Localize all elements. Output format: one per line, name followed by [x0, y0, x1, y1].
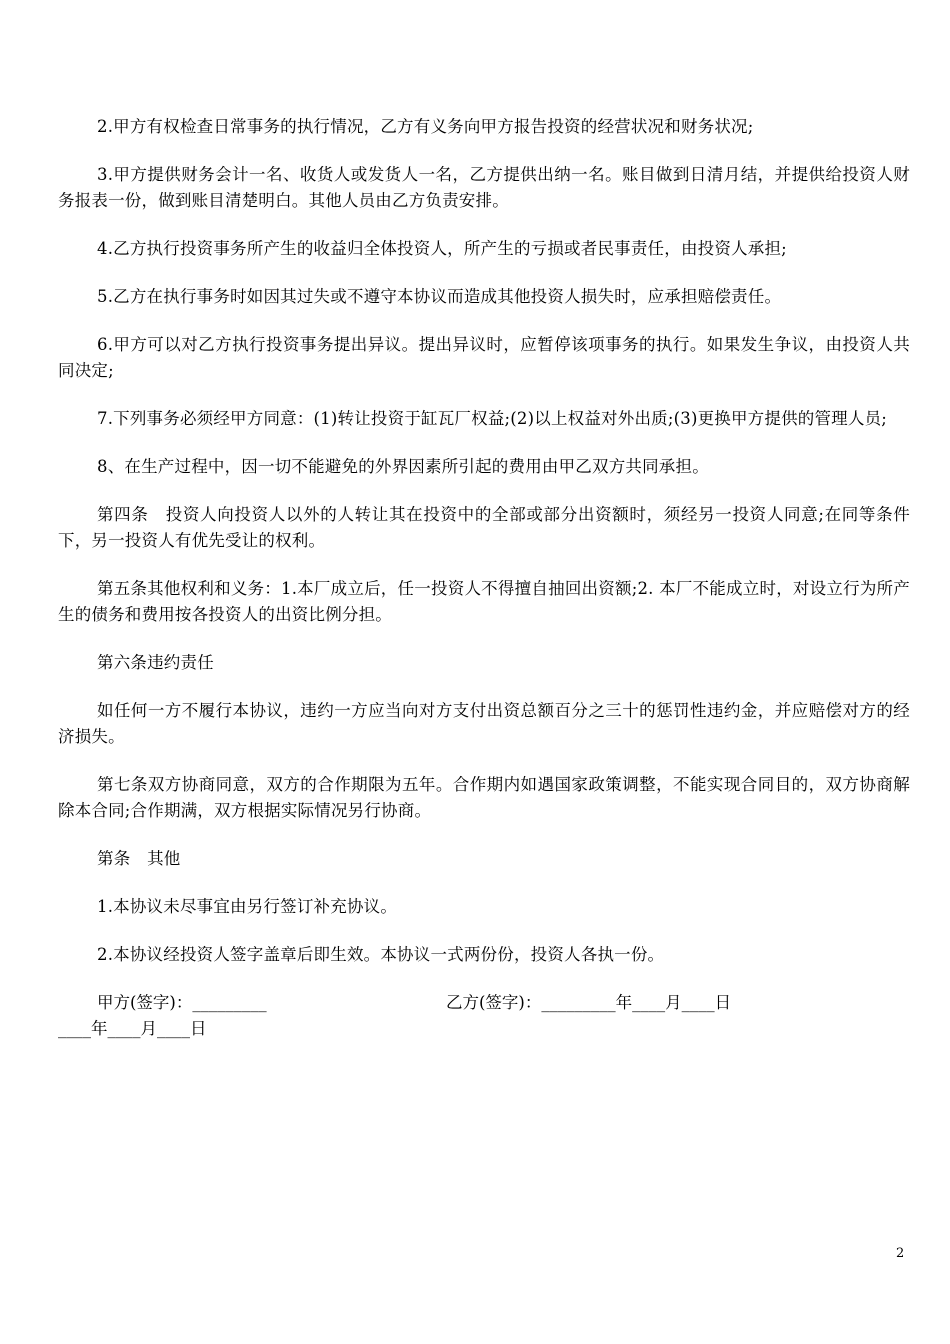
- paragraph-article-7: 第七条双方协商同意，双方的合作期限为五年。合作期内如遇国家政策调整，不能实现合同目的，双方协商解除本合同;合作期满，双方根据实际情况另行协商。: [58, 775, 910, 820]
- paragraph-article-4: 第四条 投资人向投资人以外的人转让其在投资中的全部或部分出资额时，须经另一投资人同意;在同等条件下，另一投资人有优先受让的权利。: [58, 505, 910, 550]
- paragraph-clause-7: 7.下列事务必须经甲方同意：(1)转让投资于缸瓦厂权益;(2)以上权益对外出质;(3)更换甲方提供的管理人员;: [97, 409, 888, 428]
- page-number: 2: [896, 1246, 905, 1261]
- heading-article-6: 第六条违约责任: [97, 653, 214, 672]
- party-a-signature: 甲方(签字)：_________: [97, 993, 267, 1012]
- paragraph-clause-4: 4.乙方执行投资事务所产生的收益归全体投资人，所产生的亏损或者民事责任，由投资人承担;: [97, 239, 787, 258]
- paragraph-breach: 如任何一方不履行本协议，违约一方应当向对方支付出资总额百分之三十的惩罚性违约金，并应赔偿对方的经济损失。: [58, 701, 910, 746]
- paragraph-article-5: 第五条其他权利和义务：1.本厂成立后，任一投资人不得擅自抽回出资额;2. 本厂不能成立时，对设立行为所产生的债务和费用按各投资人的出资比例分担。: [58, 579, 910, 624]
- paragraph-other-1: 1.本协议未尽事宜由另行签订补充协议。: [97, 897, 398, 916]
- party-a-date: ____年____月____日: [58, 1019, 207, 1038]
- signature-block: [58, 990, 910, 1042]
- paragraph-other-2: 2.本协议经投资人签字盖章后即生效。本协议一式两份份，投资人各执一份。: [97, 945, 665, 964]
- party-b-signature: 乙方(签字)：_________年____月____日: [446, 993, 732, 1012]
- document-body: [58, 114, 910, 1042]
- paragraph-clause-5: 5.乙方在执行事务时如因其过失或不遵守本协议而造成其他投资人损失时，应承担赔偿责任。: [97, 287, 782, 306]
- heading-other: 第条 其他: [97, 849, 181, 868]
- paragraph-clause-2: 2.甲方有权检查日常事务的执行情况，乙方有义务向甲方报告投资的经营状况和财务状况;: [97, 117, 754, 136]
- paragraph-clause-8: 8、在生产过程中，因一切不能避免的外界因素所引起的费用由甲乙双方共同承担。: [97, 457, 709, 476]
- paragraph-clause-3: 3.甲方提供财务会计一名、收货人或发货人一名，乙方提供出纳一名。账目做到日清月结，并提供给投资人财务报表一份，做到账目清楚明白。其他人员由乙方负责安排。: [58, 165, 910, 210]
- paragraph-clause-6: 6.甲方可以对乙方执行投资事务提出异议。提出异议时，应暂停该项事务的执行。如果发生争议，由投资人共同决定;: [58, 335, 910, 380]
